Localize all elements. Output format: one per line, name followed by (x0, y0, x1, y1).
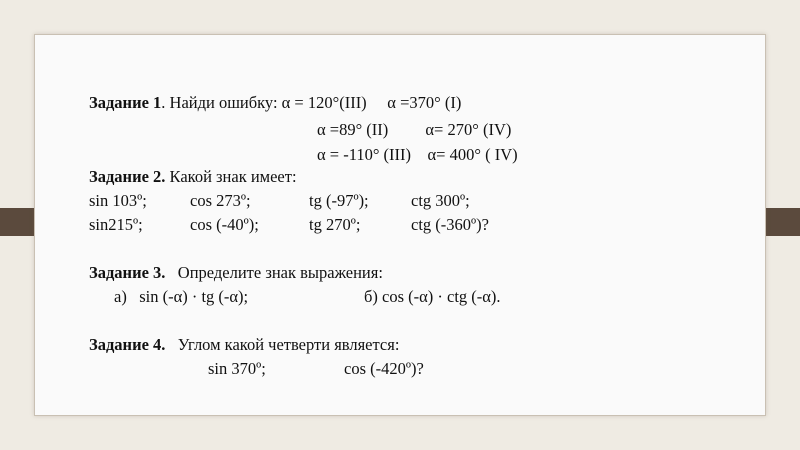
task4-label: Задание 4. (89, 335, 166, 354)
task2-label: Задание 2. (89, 167, 166, 186)
task1-line3: α = -110° (III) α= 400° ( IV) (317, 145, 518, 164)
task2-row1-item2: cos 273º; (190, 191, 251, 210)
task2-text: Какой знак имеет: (165, 167, 297, 186)
task4-text: Углом какой четверти является: (165, 335, 400, 354)
task2-row2-item4: ctg (-360º)? (411, 215, 489, 234)
task2-row2-item1: sin215º; (89, 215, 143, 234)
task2-heading (89, 167, 297, 187)
task4-item1: sin 370º; (208, 359, 266, 378)
decor-bar-right (766, 208, 800, 236)
task2-row1-item3: tg (-97º); (309, 191, 369, 210)
task3-option-a: a) sin (-α) · tg (-α); (114, 287, 249, 306)
task4-heading (89, 335, 399, 355)
task2-row1-item1: sin 103º; (89, 191, 147, 210)
task3-label: Задание 3. (89, 263, 166, 282)
task2-row1-item4: ctg 300º; (411, 191, 470, 210)
task2-row2-item3: tg 270º; (309, 215, 361, 234)
task4-item2: cos (-420º)? (344, 359, 424, 378)
task3-heading (89, 263, 383, 283)
task1-line2: α =89° (II) α= 270° (IV) (317, 120, 512, 139)
task1-label: Задание 1 (89, 93, 162, 112)
task3-text: Определите знак выражения: (165, 263, 383, 282)
task3-option-b: б) cos (-α) · ctg (-α). (364, 287, 501, 306)
decor-bar-left (0, 208, 34, 236)
task1-text: . Найди ошибку: α = 120°(III) α =370° (I) (161, 93, 462, 112)
task1-line1 (89, 93, 461, 113)
task2-row2-item2: cos (-40º); (190, 215, 259, 234)
